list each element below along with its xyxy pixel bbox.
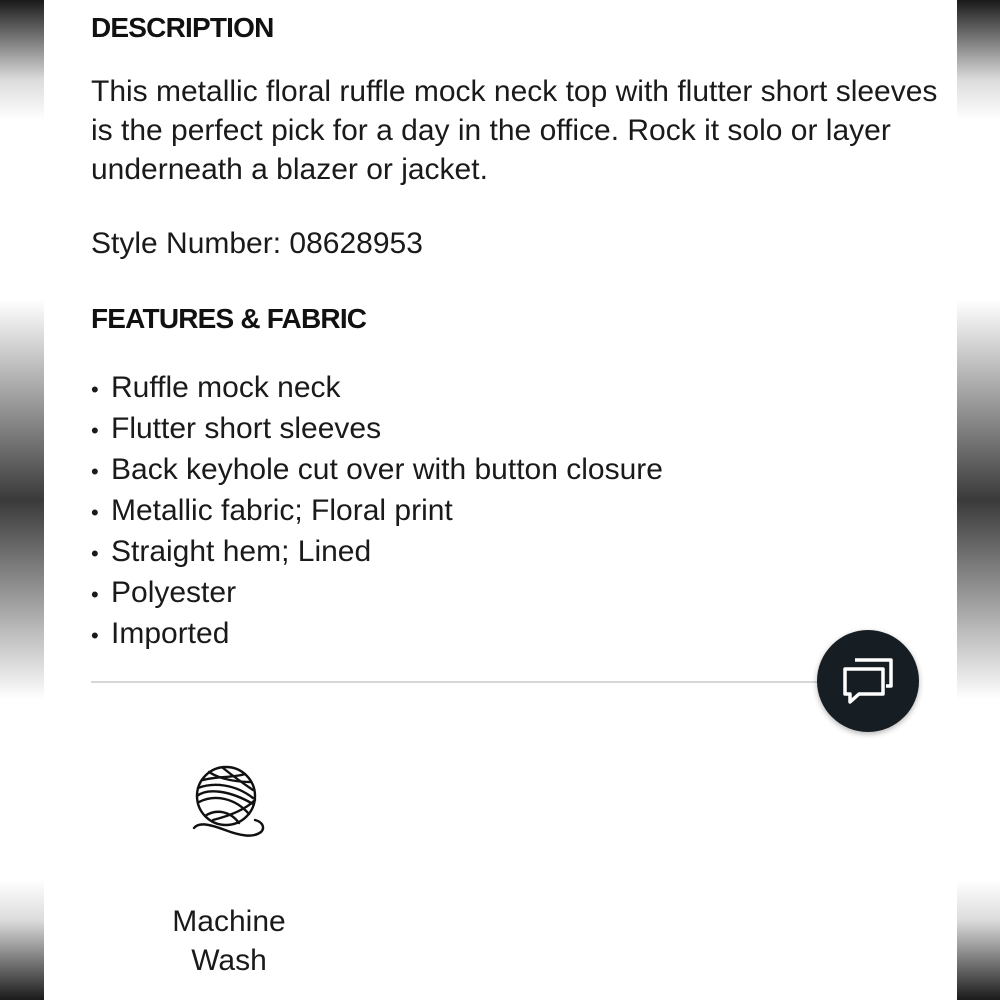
feature-text: Polyester xyxy=(111,576,237,609)
feature-text: Metallic fabric; Floral print xyxy=(111,494,453,527)
bullet: • xyxy=(91,418,99,443)
feature-text: Ruffle mock neck xyxy=(111,371,341,404)
features-list xyxy=(91,368,663,655)
yarn-ball-icon xyxy=(189,760,269,840)
bullet: • xyxy=(91,582,99,607)
product-details-page xyxy=(44,0,957,1000)
bullet: • xyxy=(91,459,99,484)
description-heading: DESCRIPTION xyxy=(91,12,274,43)
description-text: This metallic floral ruffle mock neck top with flutter short sleeves is the perfect pick for a day in the office. Rock it solo or layer underneath a blazer or jacket. xyxy=(91,75,938,186)
feature-text: Imported xyxy=(111,617,230,650)
list-item xyxy=(91,614,663,655)
left-backdrop xyxy=(0,0,44,1000)
care-label: Machine Wash xyxy=(172,905,286,977)
feature-text: Back keyhole cut over with button closure xyxy=(111,453,663,486)
section-divider xyxy=(91,681,831,683)
feature-text: Straight hem; Lined xyxy=(111,535,372,568)
right-backdrop xyxy=(957,0,1000,1000)
list-item xyxy=(91,573,663,614)
chat-bubbles-icon xyxy=(839,656,897,706)
style-number: Style Number: 08628953 xyxy=(91,227,423,260)
list-item xyxy=(91,450,663,491)
bullet: • xyxy=(91,623,99,648)
list-item xyxy=(91,532,663,573)
bullet: • xyxy=(91,377,99,402)
chat-button[interactable] xyxy=(817,630,919,732)
list-item xyxy=(91,491,663,532)
list-item xyxy=(91,409,663,450)
feature-text: Flutter short sleeves xyxy=(111,412,382,445)
bullet: • xyxy=(91,500,99,525)
list-item xyxy=(91,368,663,409)
bullet: • xyxy=(91,541,99,566)
features-heading: FEATURES & FABRIC xyxy=(91,303,367,334)
